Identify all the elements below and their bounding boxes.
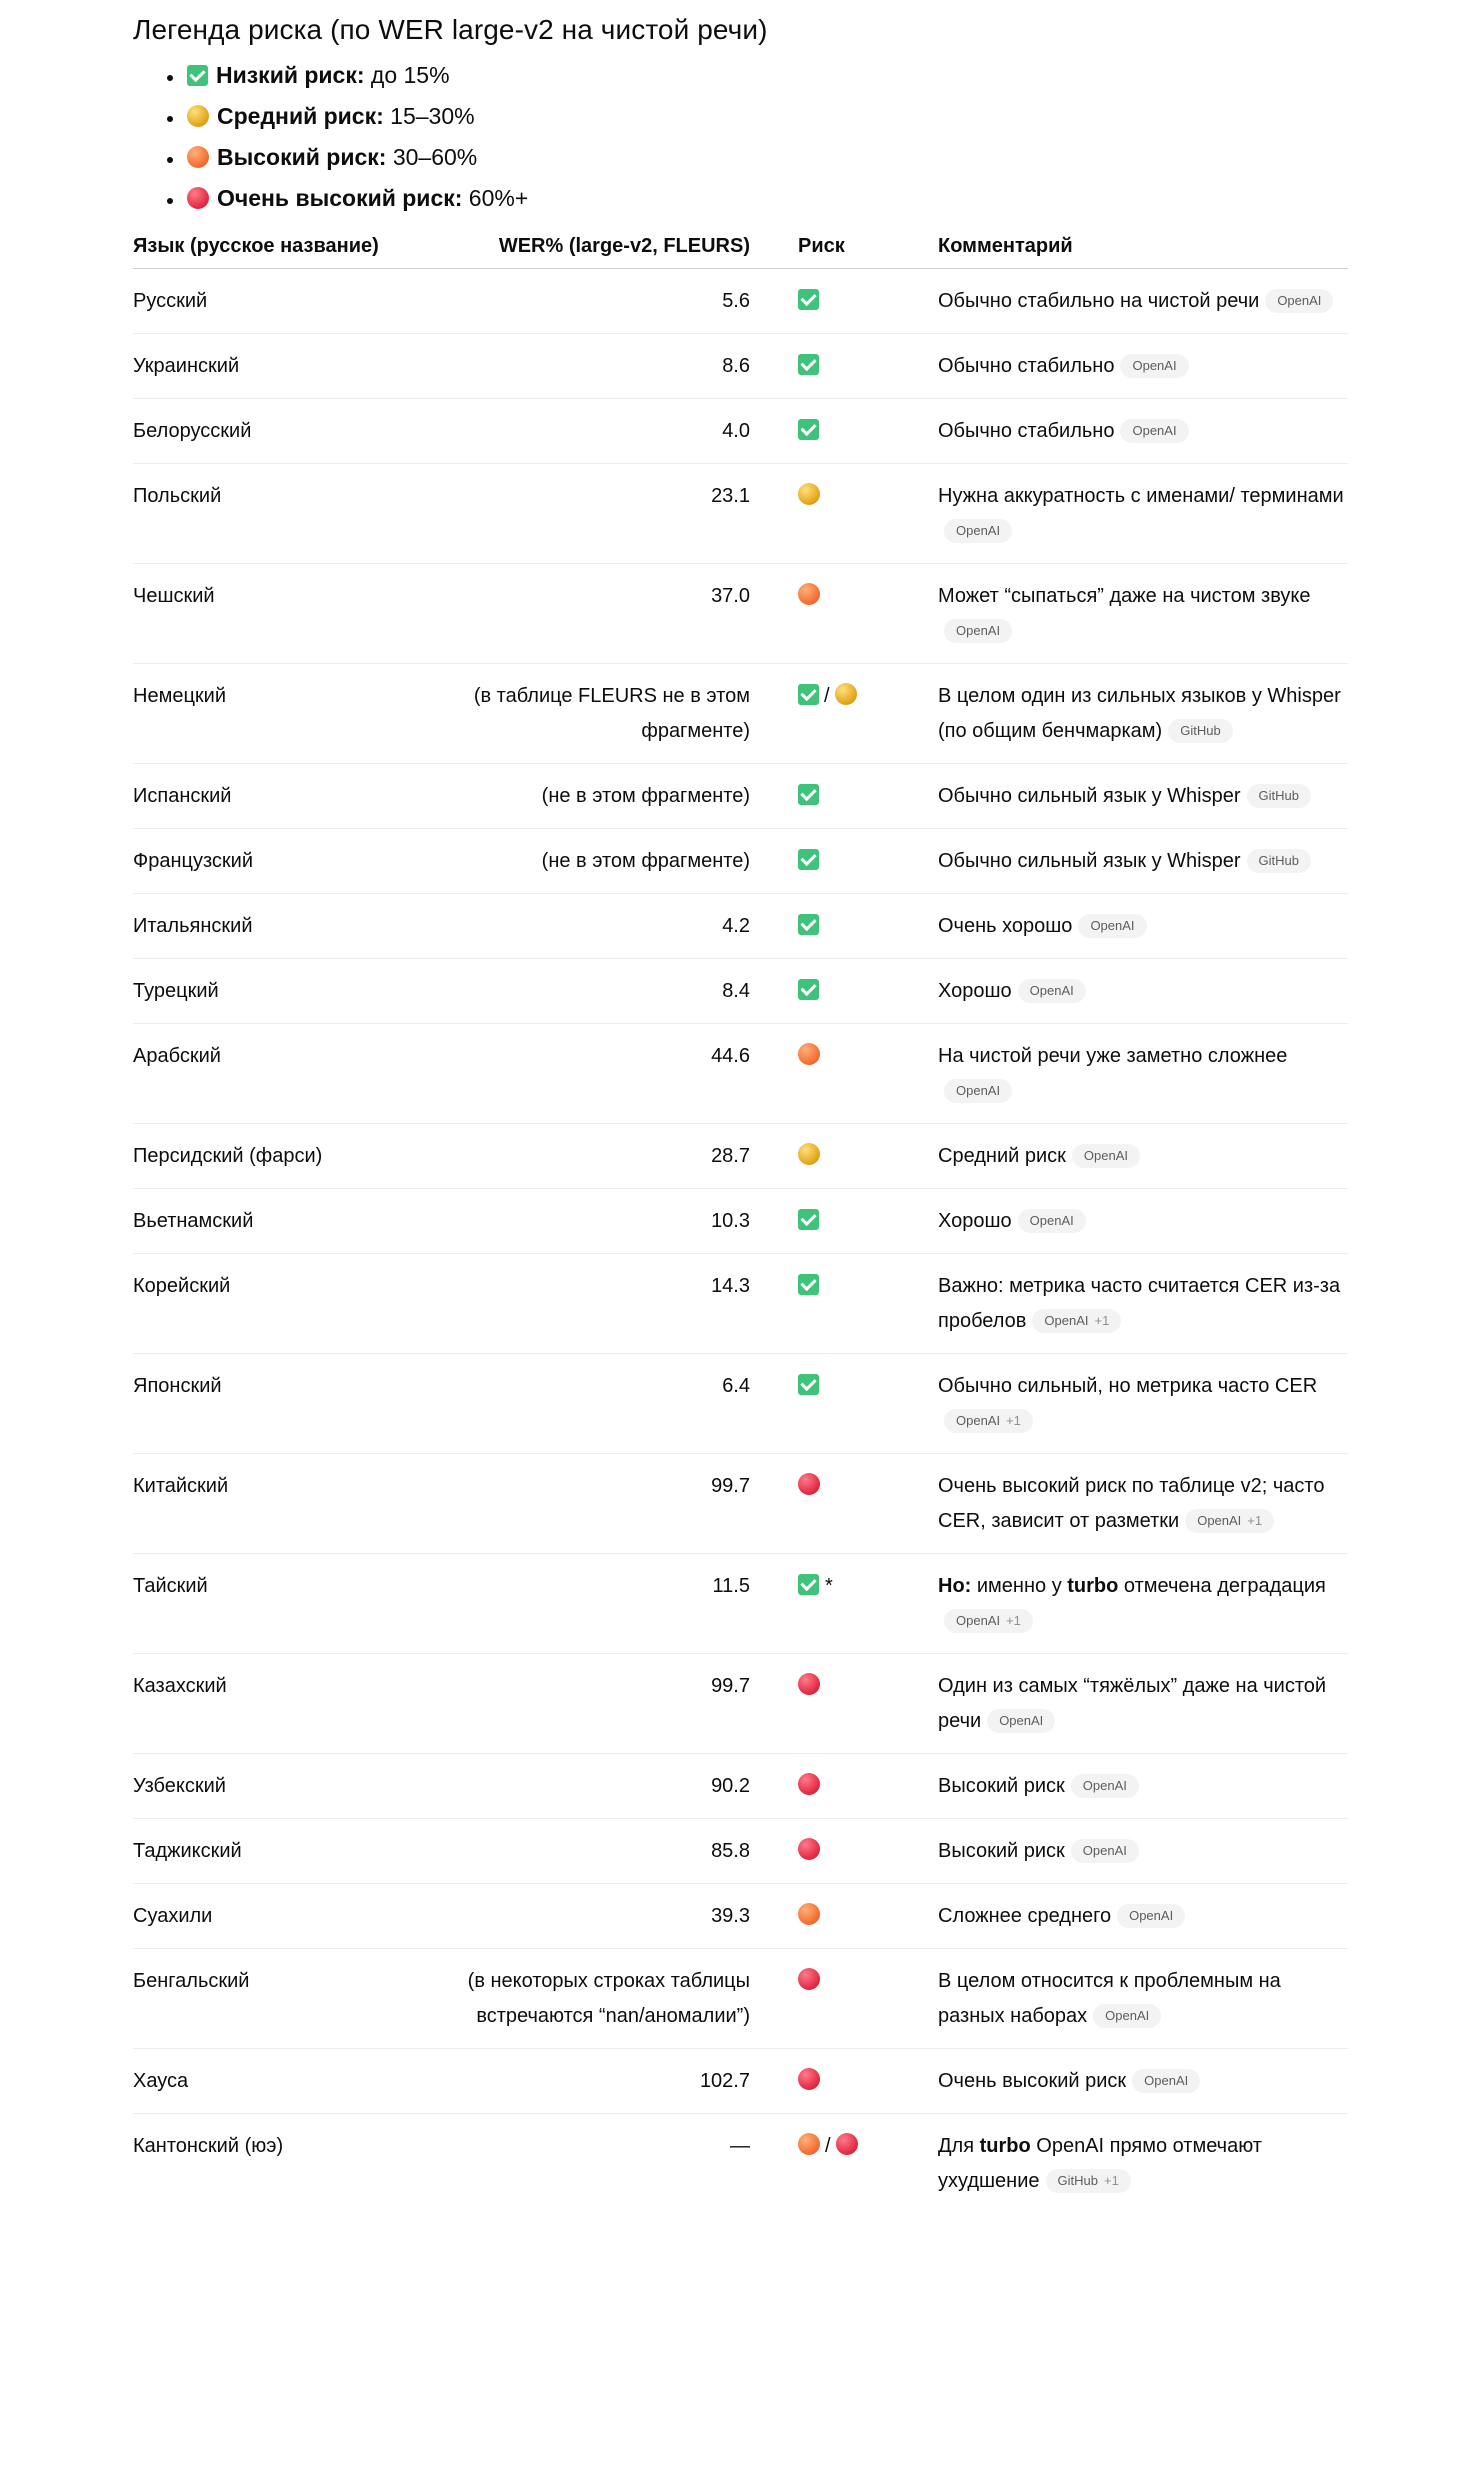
orange-circle-icon bbox=[798, 1903, 820, 1925]
cell-language: Вьетнамский bbox=[133, 1189, 433, 1254]
source-citation-label: OpenAI bbox=[956, 1083, 1001, 1098]
red-circle-icon bbox=[187, 187, 209, 209]
green-check-icon bbox=[798, 684, 819, 705]
source-citation-link[interactable] bbox=[944, 1609, 1033, 1633]
legend-item-range: 30–60% bbox=[386, 144, 478, 170]
table-row bbox=[133, 399, 1348, 464]
source-citation-link[interactable] bbox=[1265, 289, 1333, 313]
cell-wer: 85.8 bbox=[433, 1819, 750, 1884]
comment-emphasis: turbo bbox=[979, 2135, 1031, 2157]
cell-risk bbox=[750, 2114, 938, 2214]
risk-separator: / bbox=[824, 685, 830, 707]
comment-text: Очень высокий риск по таблице v2; часто CER, зависит от разметки bbox=[938, 1475, 1325, 1532]
cell-language: Узбекский bbox=[133, 1754, 433, 1819]
cell-comment bbox=[938, 1254, 1348, 1354]
source-citation-link[interactable] bbox=[944, 619, 1012, 643]
table-row bbox=[133, 1124, 1348, 1189]
source-citation-link[interactable] bbox=[1132, 2069, 1200, 2093]
cell-wer: 10.3 bbox=[433, 1189, 750, 1254]
table-row bbox=[133, 664, 1348, 764]
green-check-icon bbox=[798, 1574, 819, 1595]
legend-item-low bbox=[185, 55, 1348, 96]
cell-language: Белорусский bbox=[133, 399, 433, 464]
source-citation-link[interactable] bbox=[1185, 1509, 1274, 1533]
cell-wer: 37.0 bbox=[433, 564, 750, 664]
cell-comment bbox=[938, 464, 1348, 564]
cell-risk bbox=[750, 1554, 938, 1654]
green-check-icon bbox=[798, 289, 819, 310]
comment-text: Нужна аккуратность с именами/ терминами bbox=[938, 485, 1344, 507]
header-wer: WER% (large-v2, FLEURS) bbox=[433, 224, 750, 269]
cell-language: Итальянский bbox=[133, 894, 433, 959]
source-citation-label: OpenAI bbox=[956, 623, 1001, 638]
green-check-icon bbox=[798, 914, 819, 935]
cell-comment bbox=[938, 1454, 1348, 1554]
source-citation-label: OpenAI bbox=[956, 1613, 1001, 1628]
source-citation-link[interactable] bbox=[1071, 1774, 1139, 1798]
content bbox=[133, 10, 1348, 2213]
cell-risk bbox=[750, 894, 938, 959]
cell-risk bbox=[750, 1819, 938, 1884]
table-row bbox=[133, 1554, 1348, 1654]
source-citation-link[interactable] bbox=[1120, 419, 1188, 443]
cell-comment bbox=[938, 2049, 1348, 2114]
cell-risk bbox=[750, 1654, 938, 1754]
table-header-row bbox=[133, 224, 1348, 269]
table-row bbox=[133, 269, 1348, 334]
source-citation-link[interactable] bbox=[1046, 2169, 1131, 2193]
cell-comment bbox=[938, 1554, 1348, 1654]
cell-wer: (не в этом фрагменте) bbox=[433, 829, 750, 894]
cell-wer: (не в этом фрагменте) bbox=[433, 764, 750, 829]
comment-text: Очень хорошо bbox=[938, 915, 1073, 937]
cell-language: Кантонский (юэ) bbox=[133, 2135, 284, 2157]
cell-risk bbox=[750, 764, 938, 829]
table-row bbox=[133, 1654, 1348, 1754]
comment-text: В целом один из сильных языков у Whisper (по общим бенчмаркам) bbox=[938, 685, 1341, 742]
cell-comment bbox=[938, 1024, 1348, 1124]
legend-item-name: Низкий риск: bbox=[216, 62, 365, 88]
cell-risk bbox=[750, 959, 938, 1024]
table-row bbox=[133, 2049, 1348, 2114]
source-citation-link[interactable] bbox=[1018, 1209, 1086, 1233]
comment-text: Один из самых “тяжёлых” даже на чистой речи bbox=[938, 1675, 1327, 1732]
source-citation-label: OpenAI bbox=[1129, 1908, 1174, 1923]
legend-title: Легенда риска (по WER large-v2 на чистой речи) bbox=[133, 14, 768, 45]
green-check-icon bbox=[798, 784, 819, 805]
cell-language: Польский bbox=[133, 464, 433, 564]
cell-risk bbox=[750, 564, 938, 664]
cell-risk bbox=[750, 269, 938, 334]
table-row bbox=[133, 764, 1348, 829]
cell-wer: 99.7 bbox=[433, 1454, 750, 1554]
yellow-circle-icon bbox=[835, 683, 857, 705]
comment-text: Обычно сильный язык у Whisper bbox=[938, 850, 1241, 872]
cell-wer: 39.3 bbox=[433, 1884, 750, 1949]
risk-footnote-mark: * bbox=[825, 1575, 833, 1597]
cell-comment bbox=[938, 399, 1348, 464]
red-circle-icon bbox=[836, 2133, 858, 2155]
cell-language: Хауса bbox=[133, 2049, 433, 2114]
comment-text: Сложнее среднего bbox=[938, 1905, 1112, 1927]
table-row bbox=[133, 894, 1348, 959]
cell-comment bbox=[938, 1884, 1348, 1949]
source-citation-label: OpenAI bbox=[1197, 1513, 1242, 1528]
table-row bbox=[133, 829, 1348, 894]
table-row bbox=[133, 1949, 1348, 2049]
source-citation-label: GitHub bbox=[1258, 853, 1299, 868]
source-citation-link[interactable] bbox=[1168, 719, 1232, 743]
orange-circle-icon bbox=[187, 146, 209, 168]
cell-language: Русский bbox=[133, 269, 433, 334]
orange-circle-icon bbox=[798, 1043, 820, 1065]
red-circle-icon bbox=[798, 2068, 820, 2090]
comment-text: Обычно стабильно на чистой речи bbox=[938, 290, 1260, 312]
cell-risk bbox=[750, 399, 938, 464]
cell-wer: 23.1 bbox=[433, 464, 750, 564]
cell-risk bbox=[750, 1189, 938, 1254]
source-citation-more-count: +1 bbox=[1103, 2173, 1119, 2188]
source-citation-label: GitHub bbox=[1057, 2173, 1098, 2188]
green-check-icon bbox=[798, 419, 819, 440]
table-row bbox=[133, 1354, 1348, 1454]
comment-text: Обычно сильный, но метрика часто CER bbox=[938, 1375, 1318, 1397]
source-citation-label: OpenAI bbox=[956, 1413, 1001, 1428]
source-citation-label: OpenAI bbox=[1132, 358, 1177, 373]
cell-comment bbox=[938, 1819, 1348, 1884]
table-row bbox=[133, 1189, 1348, 1254]
source-citation-more-count: +1 bbox=[1006, 1613, 1021, 1628]
comment-text: Важно: метрика часто считается CER из-за пробелов bbox=[938, 1275, 1341, 1332]
cell-comment bbox=[938, 1949, 1348, 2049]
cell-risk bbox=[750, 829, 938, 894]
cell-comment bbox=[938, 764, 1348, 829]
comment-text: отмечена деградация bbox=[1118, 1575, 1326, 1597]
table-row bbox=[133, 1754, 1348, 1819]
comment-text: Средний риск bbox=[938, 1145, 1066, 1167]
cell-wer: (в некоторых строках таблицы встречаются “nan/аномалии”) bbox=[433, 1949, 750, 2049]
source-citation-label: OpenAI bbox=[1144, 2073, 1189, 2088]
comment-text: Обычно стабильно bbox=[938, 420, 1115, 442]
cell-language: Казахский bbox=[133, 1654, 433, 1754]
source-citation-link[interactable] bbox=[1093, 2004, 1161, 2028]
cell-wer: 4.2 bbox=[433, 894, 750, 959]
source-citation-link[interactable] bbox=[1078, 914, 1146, 938]
source-citation-link[interactable] bbox=[1247, 784, 1311, 808]
cell-comment bbox=[938, 1654, 1348, 1754]
comment-text: Может “сыпаться” даже на чистом звуке bbox=[938, 585, 1311, 607]
table-row bbox=[133, 1884, 1348, 1949]
risk-separator: / bbox=[825, 2135, 831, 2157]
source-citation-more-count: +1 bbox=[1006, 1413, 1021, 1428]
source-citation-label: OpenAI bbox=[1090, 918, 1135, 933]
cell-wer: 4.0 bbox=[433, 399, 750, 464]
comment-text: В целом относится к проблемным на разных наборах bbox=[938, 1970, 1281, 2027]
cell-language: Арабский bbox=[133, 1024, 433, 1124]
source-citation-label: OpenAI bbox=[1105, 2008, 1150, 2023]
cell-language: Суахили bbox=[133, 1884, 433, 1949]
comment-text: Хорошо bbox=[938, 1210, 1012, 1232]
cell-wer: (в таблице FLEURS не в этом фрагменте) bbox=[433, 664, 750, 764]
source-citation-link[interactable] bbox=[1071, 1839, 1139, 1863]
table-row bbox=[133, 1819, 1348, 1884]
cell-language: Бенгальский bbox=[133, 1949, 433, 2049]
red-circle-icon bbox=[798, 1838, 820, 1860]
legend-item-name: Очень высокий риск: bbox=[217, 185, 463, 211]
cell-risk bbox=[750, 1124, 938, 1189]
risk-table bbox=[133, 224, 1348, 2213]
table-row bbox=[133, 1454, 1348, 1554]
cell-language: Турецкий bbox=[133, 959, 433, 1024]
cell-language: Украинский bbox=[133, 334, 433, 399]
cell-comment bbox=[938, 829, 1348, 894]
cell-language: Таджикский bbox=[133, 1819, 433, 1884]
red-circle-icon bbox=[798, 1968, 820, 1990]
source-citation-label: GitHub bbox=[1258, 788, 1299, 803]
legend-list bbox=[133, 55, 1348, 219]
comment-text: На чистой речи уже заметно сложнее bbox=[938, 1045, 1288, 1067]
comment-text: Хорошо bbox=[938, 980, 1012, 1002]
cell-wer: 14.3 bbox=[433, 1254, 750, 1354]
green-check-icon bbox=[798, 1274, 819, 1295]
source-citation-more-count: +1 bbox=[1247, 1513, 1263, 1528]
cell-risk bbox=[750, 1754, 938, 1819]
comment-text: Высокий риск bbox=[938, 1840, 1065, 1862]
cell-risk bbox=[750, 2049, 938, 2114]
cell-wer: 8.4 bbox=[433, 959, 750, 1024]
table-body bbox=[133, 269, 1348, 2214]
legend-item-high bbox=[185, 137, 1348, 178]
cell-comment bbox=[938, 1124, 1348, 1189]
source-citation-label: OpenAI bbox=[1029, 983, 1074, 998]
source-citation-label: GitHub bbox=[1180, 723, 1221, 738]
cell-comment bbox=[938, 2114, 1348, 2214]
comment-text: именно у bbox=[971, 1575, 1068, 1597]
green-check-icon bbox=[798, 979, 819, 1000]
header-risk: Риск bbox=[750, 224, 938, 269]
green-check-icon bbox=[798, 1209, 819, 1230]
cell-risk bbox=[750, 1949, 938, 2049]
cell-comment bbox=[938, 564, 1348, 664]
source-citation-link[interactable] bbox=[944, 1409, 1033, 1433]
table-row bbox=[133, 564, 1348, 664]
table-row bbox=[133, 1024, 1348, 1124]
cell-risk bbox=[750, 334, 938, 399]
cell-comment bbox=[938, 1354, 1348, 1454]
cell-risk bbox=[750, 1254, 938, 1354]
cell-comment bbox=[938, 959, 1348, 1024]
legend-item-medium bbox=[185, 96, 1348, 137]
cell-language: Французский bbox=[133, 829, 433, 894]
source-citation-label: OpenAI bbox=[1083, 1148, 1129, 1163]
cell-language: Немецкий bbox=[133, 664, 433, 764]
source-citation-label: OpenAI bbox=[1132, 423, 1177, 438]
cell-language: Китайский bbox=[133, 1454, 433, 1554]
cell-wer: — bbox=[730, 2135, 750, 2157]
red-circle-icon bbox=[798, 1473, 820, 1495]
green-check-icon bbox=[798, 849, 819, 870]
legend-item-range: 15–30% bbox=[383, 103, 475, 129]
cell-wer: 102.7 bbox=[433, 2049, 750, 2114]
green-check-icon bbox=[798, 1374, 819, 1395]
source-citation-link[interactable] bbox=[1072, 1144, 1140, 1168]
legend-item-name: Высокий риск: bbox=[217, 144, 387, 170]
cell-risk bbox=[750, 1024, 938, 1124]
green-check-icon bbox=[798, 354, 819, 375]
cell-language: Тайский bbox=[133, 1554, 433, 1654]
cell-comment bbox=[938, 894, 1348, 959]
legend-item-range: до 15% bbox=[364, 62, 450, 88]
source-citation-link[interactable] bbox=[1120, 354, 1188, 378]
cell-risk bbox=[750, 1354, 938, 1454]
source-citation-label: OpenAI bbox=[1029, 1213, 1074, 1228]
green-check-icon bbox=[187, 65, 208, 86]
comment-emphasis: turbo bbox=[1067, 1575, 1119, 1597]
cell-risk bbox=[750, 664, 938, 764]
legend-item-name: Средний риск: bbox=[217, 103, 384, 129]
header-comment: Комментарий bbox=[938, 224, 1348, 269]
cell-wer: 90.2 bbox=[433, 1754, 750, 1819]
source-citation-label: OpenAI bbox=[1082, 1843, 1127, 1858]
yellow-circle-icon bbox=[798, 483, 820, 505]
comment-text: OpenAI прямо отмечают ухудшение bbox=[938, 2135, 1262, 2192]
cell-comment bbox=[938, 664, 1348, 764]
table-row bbox=[133, 464, 1348, 564]
cell-risk bbox=[750, 1884, 938, 1949]
red-circle-icon bbox=[798, 1673, 820, 1695]
source-citation-label: OpenAI bbox=[1277, 293, 1322, 308]
red-circle-icon bbox=[798, 1773, 820, 1795]
source-citation-link[interactable] bbox=[1018, 979, 1086, 1003]
table-row bbox=[133, 2114, 1348, 2214]
source-citation-link[interactable] bbox=[1247, 849, 1311, 873]
cell-wer: 99.7 bbox=[433, 1654, 750, 1754]
comment-text: Обычно стабильно bbox=[938, 355, 1115, 377]
orange-circle-icon bbox=[798, 583, 820, 605]
cell-risk bbox=[750, 464, 938, 564]
cell-risk bbox=[750, 1454, 938, 1554]
source-citation-link[interactable] bbox=[1032, 1309, 1121, 1333]
cell-wer: 5.6 bbox=[433, 269, 750, 334]
source-citation-link[interactable] bbox=[944, 519, 1012, 543]
source-citation-link[interactable] bbox=[1117, 1904, 1185, 1928]
table-row bbox=[133, 1254, 1348, 1354]
cell-language: Испанский bbox=[133, 764, 433, 829]
source-citation-more-count: +1 bbox=[1094, 1313, 1110, 1328]
cell-language: Корейский bbox=[133, 1254, 433, 1354]
source-citation-label: OpenAI bbox=[1082, 1778, 1127, 1793]
comment-text: Для bbox=[938, 2135, 980, 2157]
cell-comment bbox=[938, 1189, 1348, 1254]
cell-wer: 8.6 bbox=[433, 334, 750, 399]
table-row bbox=[133, 334, 1348, 399]
yellow-circle-icon bbox=[798, 1143, 820, 1165]
yellow-circle-icon bbox=[187, 105, 209, 127]
source-citation-label: OpenAI bbox=[1044, 1313, 1089, 1328]
source-citation-label: OpenAI bbox=[999, 1713, 1044, 1728]
comment-text: Высокий риск bbox=[938, 1775, 1065, 1797]
cell-wer: 44.6 bbox=[433, 1024, 750, 1124]
source-citation-label: OpenAI bbox=[956, 523, 1001, 538]
cell-comment bbox=[938, 334, 1348, 399]
comment-text: Очень высокий риск bbox=[938, 2070, 1127, 2092]
cell-language: Персидский (фарси) bbox=[133, 1124, 433, 1189]
cell-wer: 11.5 bbox=[433, 1554, 750, 1654]
legend-item-very-high bbox=[185, 178, 1348, 219]
source-citation-link[interactable] bbox=[944, 1079, 1012, 1103]
cell-language: Японский bbox=[133, 1354, 433, 1454]
cell-comment bbox=[938, 1754, 1348, 1819]
legend-item-range: 60%+ bbox=[462, 185, 529, 211]
source-citation-link[interactable] bbox=[987, 1709, 1055, 1733]
cell-wer: 28.7 bbox=[433, 1124, 750, 1189]
comment-text: Обычно сильный язык у Whisper bbox=[938, 785, 1241, 807]
cell-comment bbox=[938, 269, 1348, 334]
cell-wer: 6.4 bbox=[433, 1354, 750, 1454]
comment-emphasis: Но: bbox=[938, 1575, 972, 1597]
orange-circle-icon bbox=[798, 2133, 820, 2155]
cell-language: Чешский bbox=[133, 564, 433, 664]
table-row bbox=[133, 959, 1348, 1024]
header-language: Язык (русское название) bbox=[133, 224, 433, 269]
